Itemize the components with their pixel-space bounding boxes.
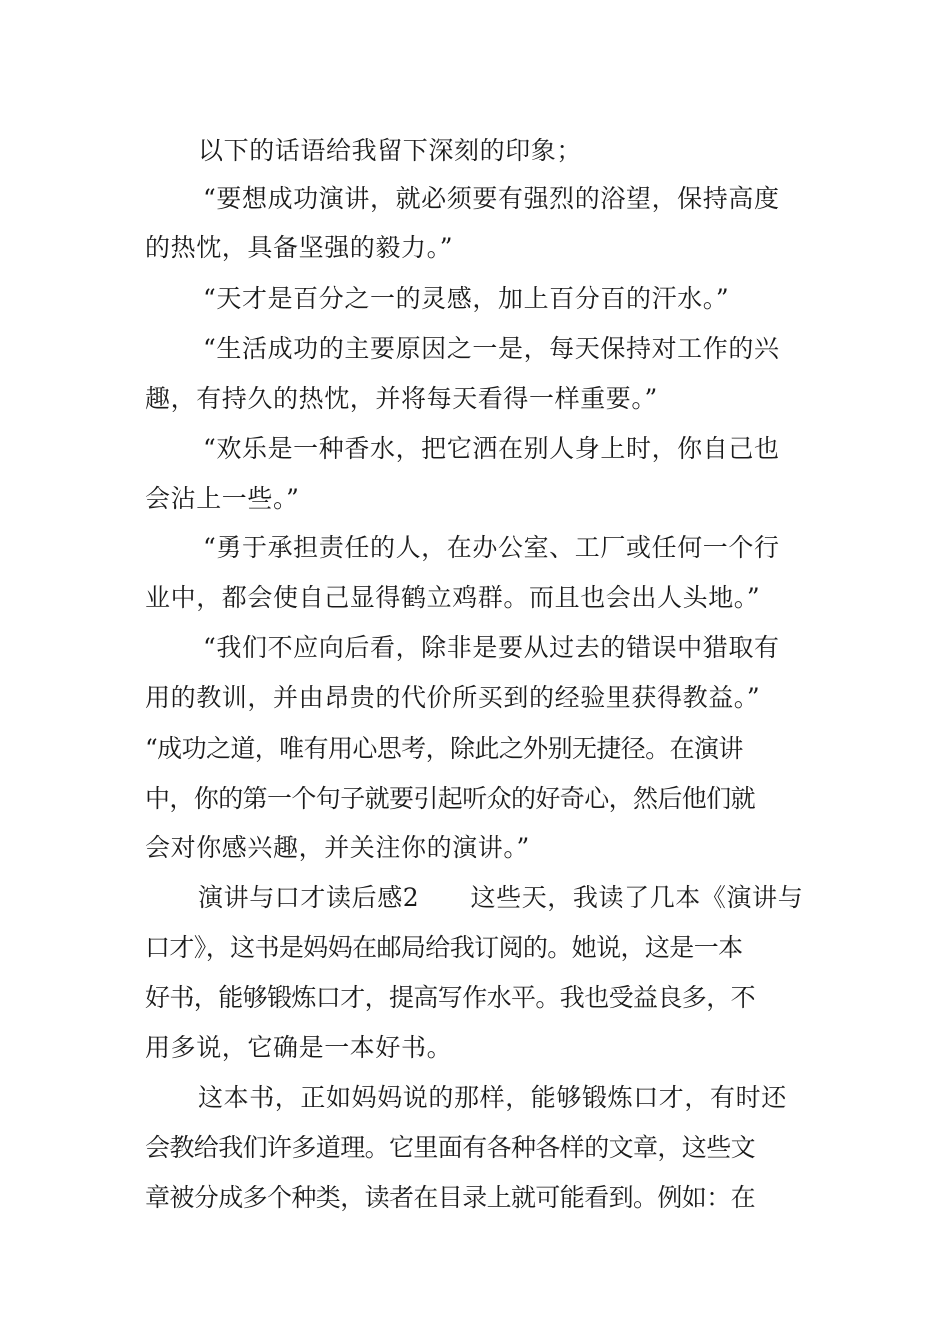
text-line: “天才是百分之一的灵感，加上百分百的汗水。”: [203, 284, 730, 313]
text-line: 会教给我们许多道理。它里面有各种各样的文章，这些文: [145, 1133, 756, 1162]
text-line: 会对你感兴趣，并关注你的演讲。”: [145, 833, 530, 862]
text-line: 业中，都会使自己显得鹤立鸡群。而且也会出人头地。”: [145, 583, 761, 612]
text-line: 用的教训，并由昂贵的代价所买到的经验里获得教益。”: [145, 683, 761, 712]
text-line: “勇于承担责任的人，在办公室、工厂或任何一个行: [203, 533, 780, 562]
section-heading-line: 演讲与口才读后感2 这些天，我读了几本《演讲与: [198, 883, 804, 912]
text-line: “生活成功的主要原因之一是，每天保持对工作的兴: [203, 334, 780, 363]
text-line: “要想成功演讲，就必须要有强烈的浴望，保持高度: [203, 184, 780, 213]
text-line: 用多说，它确是一本好书。: [145, 1033, 453, 1062]
text-line: 章被分成多个种类，读者在目录上就可能看到。例如：在: [145, 1183, 756, 1212]
text-line: 这本书，正如妈妈说的那样，能够锻炼口才，有时还: [198, 1083, 787, 1112]
text-line: 口才》，这书是妈妈在邮局给我订阅的。她说，这是一本: [145, 933, 743, 962]
text-line: 趣，有持久的热忱，并将每天看得一样重要。”: [145, 384, 658, 413]
text-line: 的热忱，具备坚强的毅力。”: [145, 233, 454, 262]
text-line: “成功之道，唯有用心思考，除此之外别无捷径。在演讲: [145, 734, 743, 763]
text-line: “欢乐是一种香水，把它洒在别人身上时，你自己也: [203, 434, 780, 463]
text-line: 好书，能够锻炼口才，提高写作水平。我也受益良多，不: [145, 983, 756, 1012]
text-line: “我们不应向后看，除非是要从过去的错误中猎取有: [203, 633, 780, 662]
text-line: 会沾上一些。”: [145, 484, 300, 513]
text-line: 以下的话语给我留下深刻的印象；: [198, 136, 583, 165]
text-line: 中，你的第一个句子就要引起听众的好奇心，然后他们就: [145, 784, 756, 813]
